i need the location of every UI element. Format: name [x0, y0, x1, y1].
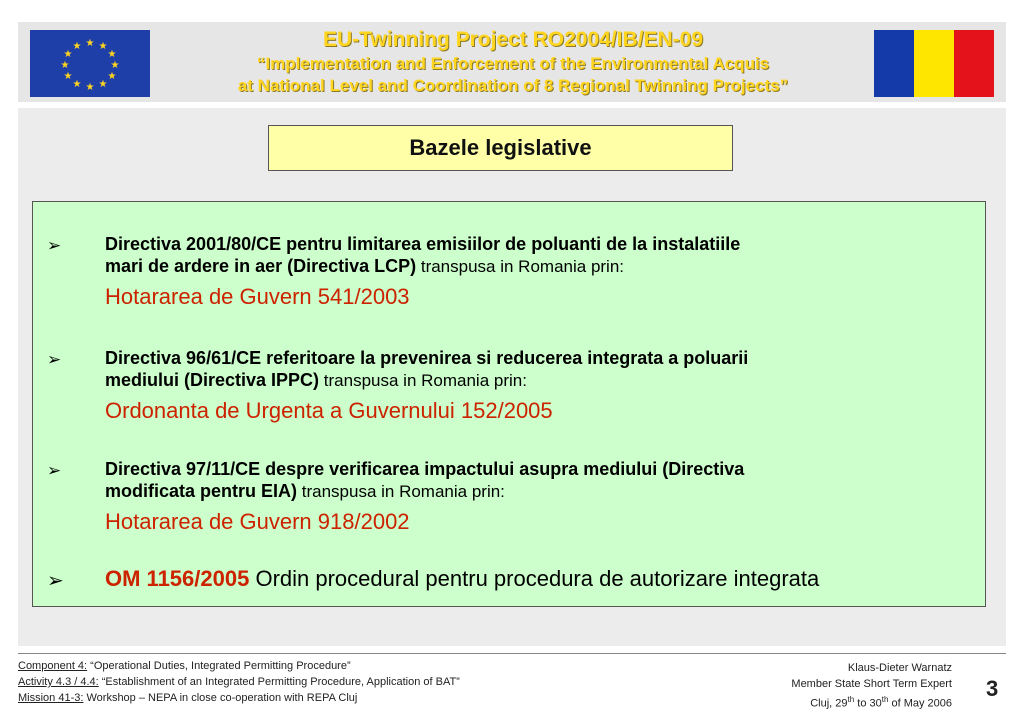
svg-text:★: ★ — [110, 60, 120, 71]
directive-line: Directiva 97/11/CE despre verificarea impactului asupra mediului (Directiva — [105, 459, 745, 479]
header-subtitle-line1: “Implementation and Enforcement of the Environmental Acquis — [256, 54, 770, 73]
footer-component: Component 4: “Operational Duties, Integrated Permitting Procedure” — [18, 660, 351, 672]
svg-text:★: ★ — [107, 49, 117, 60]
transposition-reference: Ordonanta de Urgenta a Guvernului 152/2005 — [105, 398, 553, 423]
directive-line: Directiva 2001/80/CE pentru limitarea emisiilor de poluanti de la instalatiile — [105, 234, 741, 254]
transposition-reference: Hotararea de Guvern 918/2002 — [105, 509, 410, 534]
event-date: Cluj, 29th to 30th of May 2006 — [810, 695, 952, 710]
header-banner — [18, 22, 1006, 102]
legislation-list — [32, 201, 986, 607]
footer-divider — [18, 653, 1006, 654]
page-number: 3 — [986, 676, 999, 701]
svg-text:★: ★ — [72, 79, 82, 90]
expert-name: Klaus-Dieter Warnatz — [847, 662, 952, 674]
footer-activity: Activity 4.3 / 4.4: “Establishment of an Integrated Permitting Procedure, Application of BAT” — [18, 676, 460, 688]
svg-text:★: ★ — [60, 60, 70, 71]
procedural-order: OM 1156/2005 Ordin procedural pentru procedura de autorizare integrata — [105, 566, 820, 591]
svg-text:★: ★ — [72, 41, 82, 52]
svg-text:★: ★ — [63, 49, 73, 60]
arrow-bullet-icon: ➢ — [47, 570, 64, 592]
romania-flag-icon — [874, 30, 994, 97]
arrow-bullet-icon: ➢ — [47, 461, 62, 480]
arrow-bullet-icon: ➢ — [47, 236, 62, 255]
svg-text:★: ★ — [107, 71, 117, 82]
transposition-reference: Hotararea de Guvern 541/2003 — [105, 284, 410, 309]
footer-expert-info — [791, 660, 952, 712]
expert-role: Member State Short Term Expert — [791, 678, 952, 690]
eu-flag-icon — [30, 30, 150, 97]
svg-text:★: ★ — [85, 82, 95, 93]
directive-line: modificata pentru EIA) transpusa in Romania prin: — [105, 481, 505, 501]
directive-line: mari de ardere in aer (Directiva LCP) transpusa in Romania prin: — [105, 256, 625, 276]
footer-project-info — [18, 658, 460, 706]
svg-text:★: ★ — [63, 71, 73, 82]
footer-mission: Mission 41-3: Workshop – NEPA in close co-operation with REPA Cluj — [18, 692, 358, 704]
directive-line: mediului (Directiva IPPC) transpusa in Romania prin: — [105, 370, 527, 390]
svg-text:★: ★ — [85, 38, 95, 49]
directive-line: Directiva 96/61/CE referitoare la prevenirea si reducerea integrata a poluarii — [105, 348, 749, 368]
arrow-bullet-icon: ➢ — [47, 350, 62, 369]
slide-title: Bazele legislative — [268, 125, 733, 171]
header-project-title: EU-Twinning Project RO2004/IB/EN-09 — [322, 28, 704, 51]
header-subtitle-line2: at National Level and Coordination of 8 Regional Twinning Projects” — [237, 76, 789, 95]
svg-text:★: ★ — [98, 41, 108, 52]
svg-text:★: ★ — [98, 79, 108, 90]
